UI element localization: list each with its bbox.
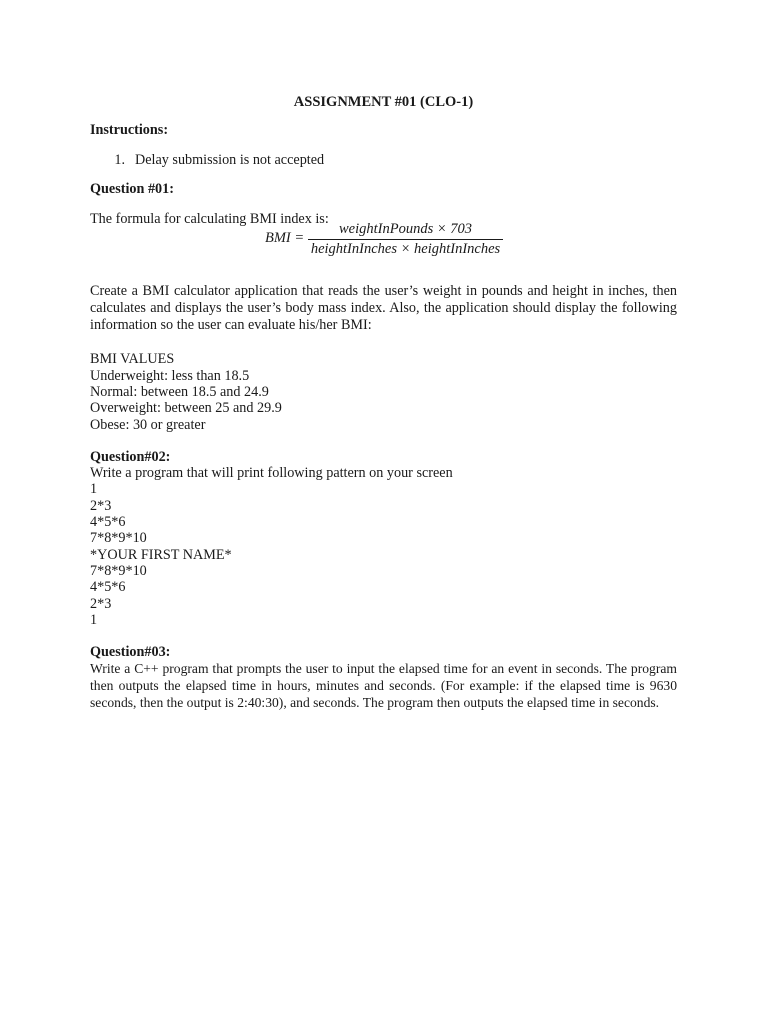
pattern-line: *YOUR FIRST NAME* [90,546,232,563]
question-3-heading: Question#03: [90,644,171,661]
formula-intro: The formula for calculating BMI index is: [90,211,329,227]
question-1-paragraph: Create a BMI calculator application that reads the user’s weight in pounds and height in inches, then calculates and displays the user’s body mass index. Also, the application should display the following information so the user can evaluate his/her BMI: [90,283,677,333]
formula-fraction [308,221,503,258]
pattern-line: 1 [90,481,98,498]
question-2-intro: Write a program that will print following pattern on your screen [90,465,453,482]
bmi-formula [90,221,677,265]
bmi-value-item: Normal: between 18.5 and 24.9 [90,383,269,400]
pattern-line: 7*8*9*10 [90,562,147,579]
instruction-number: 1. [114,152,125,168]
pattern-line: 2*3 [90,595,112,612]
instructions-heading: Instructions: [90,122,169,138]
question-2-block [90,449,677,628]
formula-denominator: heightInInches × heightInInches [310,241,501,257]
assignment-title: ASSIGNMENT #01 (CLO-1) [293,94,474,110]
question-3-block [90,644,677,711]
question-3-text: Write a C++ program that prompts the user to input the elapsed time for an event in seconds. The program then outputs the elapsed time in hours, minutes and seconds. (For example: if the elapsed time is 9630 seconds, then the output is 2:40:30), and seconds. The program then outputs the elapsed time in seconds. [90,661,677,711]
pattern-list [90,465,677,628]
fraction-bar [308,239,503,240]
bmi-values-heading: BMI VALUES [90,351,175,368]
bmi-values-list [90,351,677,432]
instruction-text: Delay submission is not accepted [135,152,325,168]
bmi-value-item: Overweight: between 25 and 29.9 [90,400,282,417]
pattern-line: 2*3 [90,497,112,514]
pattern-line: 7*8*9*10 [90,530,147,547]
pattern-line: 4*5*6 [90,579,126,596]
bmi-value-item: Underweight: less than 18.5 [90,367,250,384]
bmi-value-item: Obese: 30 or greater [90,416,206,433]
instruction-item [90,150,677,170]
instructions-list [90,150,677,170]
pattern-line: 4*5*6 [90,514,126,531]
question-1-heading: Question #01: [90,181,174,197]
pattern-line: 1 [90,611,98,628]
document-content [90,92,677,711]
formula-numerator: weightInPounds × 703 [338,221,473,237]
formula-lhs: BMI = [265,230,305,246]
question-2-heading: Question#02: [90,448,171,465]
